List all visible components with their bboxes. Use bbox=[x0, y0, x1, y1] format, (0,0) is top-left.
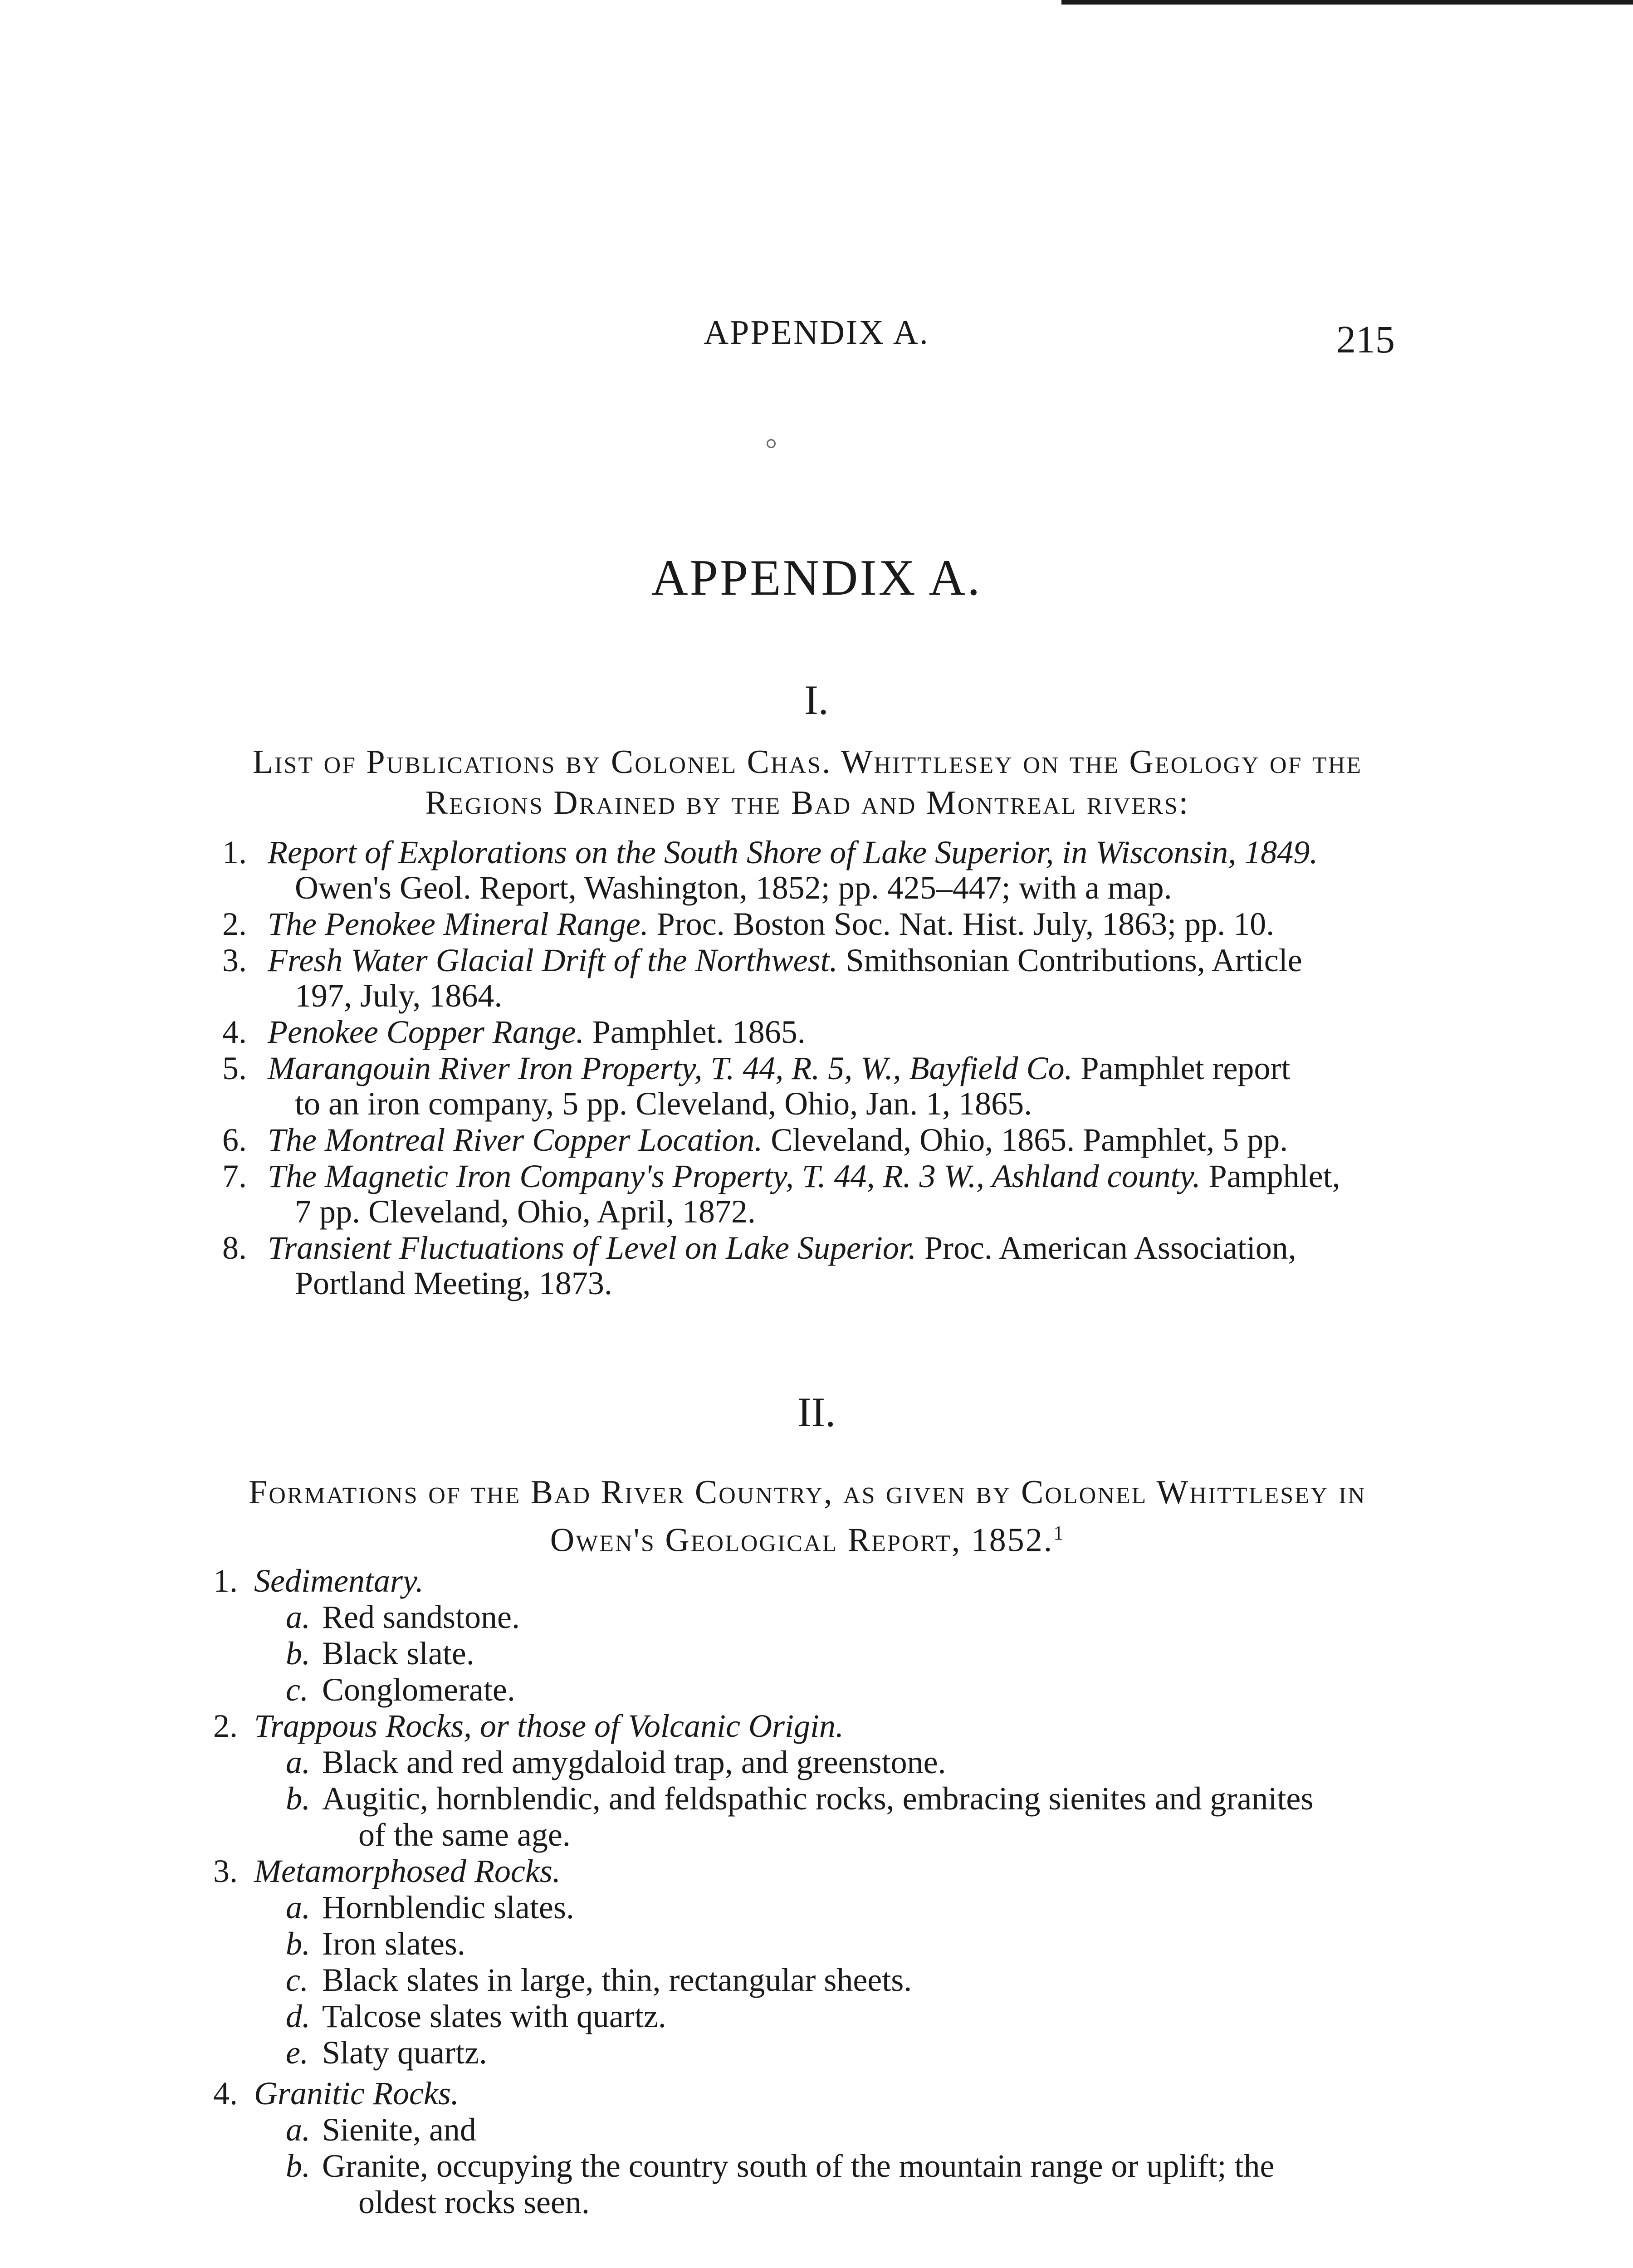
publication-title: The Penokee Mineral Range. bbox=[268, 906, 649, 942]
publication-details: Pamphlet report bbox=[1072, 1050, 1291, 1086]
category-title: Trappous Rocks, or those of Volcanic Origin. bbox=[254, 1708, 844, 1744]
publication-number: 4. bbox=[222, 1014, 247, 1050]
publication-details: Proc. American Association, bbox=[916, 1230, 1296, 1266]
publication-details-continued: 197, July, 1864. bbox=[295, 978, 503, 1014]
formation-list bbox=[213, 1563, 1397, 2220]
formation-subitem bbox=[213, 2112, 1397, 2148]
subitem-text: Red sandstone. bbox=[322, 1599, 520, 1635]
page-title: APPENDIX A. bbox=[651, 550, 982, 606]
publication-item bbox=[222, 1014, 1397, 1050]
subitem-letter: e. bbox=[286, 2034, 308, 2071]
top-edge-rule bbox=[1061, 0, 1633, 5]
subitem-text: Black slate. bbox=[322, 1635, 474, 1672]
print-speck-mark bbox=[767, 439, 776, 448]
section-1-numeral: I. bbox=[804, 677, 829, 723]
publication-number: 1. bbox=[222, 834, 247, 870]
publication-title: The Montreal River Copper Location. bbox=[268, 1122, 763, 1158]
formation-subitem bbox=[213, 2148, 1397, 2220]
publication-number: 8. bbox=[222, 1230, 247, 1266]
publication-item bbox=[222, 906, 1397, 942]
publication-details-continued: to an iron company, 5 pp. Cleveland, Ohio, Jan. 1, 1865. bbox=[295, 1085, 1032, 1122]
formation-category bbox=[213, 1853, 1397, 1889]
running-head: APPENDIX A. bbox=[704, 313, 929, 352]
publication-number: 6. bbox=[222, 1122, 247, 1158]
page-number: 215 bbox=[1336, 318, 1395, 361]
category-number: 4. bbox=[213, 2075, 238, 2112]
formation-category bbox=[213, 2075, 1397, 2112]
publication-title: Marangouin River Iron Property, T. 44, R. 5, W., Bayfield Co. bbox=[268, 1050, 1073, 1086]
section-1-heading-line-2: Regions Drained by the Bad and Montreal rivers: bbox=[425, 784, 1190, 821]
publication-item bbox=[222, 943, 1397, 1013]
publication-item bbox=[222, 1230, 1397, 1301]
publication-title: Report of Explorations on the South Shore of Lake Superior, in Wisconsin, 1849. bbox=[268, 834, 1318, 870]
section-2-heading-line-1: Formations of the Bad River Country, as given by Colonel Whittlesey in bbox=[249, 1474, 1366, 1511]
subitem-text: Granite, occupying the country south of the mountain range or uplift; the bbox=[322, 2148, 1275, 2184]
subitem-letter: c. bbox=[286, 1962, 308, 1998]
formation-subitem bbox=[213, 1599, 1397, 1635]
subitem-letter: b. bbox=[286, 1780, 310, 1817]
subitem-text: Augitic, hornblendic, and feldspathic rocks, embracing sienites and granites bbox=[322, 1780, 1314, 1817]
formation-subitem bbox=[213, 1998, 1397, 2034]
publication-number: 2. bbox=[222, 906, 247, 942]
category-number: 1. bbox=[213, 1563, 238, 1599]
publication-title: Fresh Water Glacial Drift of the Northwest. bbox=[268, 942, 838, 978]
subitem-letter: a. bbox=[286, 1599, 310, 1635]
publication-item bbox=[222, 1051, 1397, 1121]
subitem-text-continued: oldest rocks seen. bbox=[358, 2184, 590, 2220]
subitem-text: Iron slates. bbox=[322, 1926, 465, 1962]
section-1-heading-line-1: List of Publications by Colonel Chas. Whittlesey on the Geology of the bbox=[252, 743, 1363, 781]
publication-title: Penokee Copper Range. bbox=[268, 1014, 584, 1050]
subitem-text: Black and red amygdaloid trap, and greenstone. bbox=[322, 1744, 946, 1780]
subitem-text: Black slates in large, thin, rectangular sheets. bbox=[322, 1962, 912, 1998]
publication-details: Proc. Boston Soc. Nat. Hist. July, 1863; pp. 10. bbox=[648, 906, 1275, 942]
category-title: Metamorphosed Rocks. bbox=[254, 1853, 561, 1889]
publication-title: The Magnetic Iron Company's Property, T. 44, R. 3 W., Ashland county. bbox=[268, 1158, 1201, 1194]
subitem-text-continued: of the same age. bbox=[358, 1817, 571, 1853]
formation-subitem bbox=[213, 1744, 1397, 1780]
subitem-letter: b. bbox=[286, 2148, 310, 2184]
formation-subitem bbox=[213, 1926, 1397, 1962]
publication-details: Pamphlet. 1865. bbox=[584, 1014, 806, 1050]
publication-number: 3. bbox=[222, 942, 247, 978]
publication-number: 5. bbox=[222, 1050, 247, 1086]
category-number: 3. bbox=[213, 1853, 238, 1889]
formation-subitem bbox=[213, 1780, 1397, 1853]
publication-number: 7. bbox=[222, 1158, 247, 1194]
category-title: Granitic Rocks. bbox=[254, 2075, 459, 2112]
section-2-heading-line-2: Owen's Geological Report, 1852. bbox=[550, 1521, 1054, 1559]
publication-details-continued: Portland Meeting, 1873. bbox=[295, 1265, 612, 1301]
formation-subitem bbox=[213, 1672, 1397, 1708]
section-1-heading bbox=[213, 742, 1402, 823]
category-title: Sedimentary. bbox=[254, 1563, 424, 1599]
subitem-letter: a. bbox=[286, 1744, 310, 1780]
subitem-letter: a. bbox=[286, 1889, 310, 1926]
subitem-letter: b. bbox=[286, 1926, 310, 1962]
category-number: 2. bbox=[213, 1708, 238, 1744]
publication-details: Pamphlet, bbox=[1200, 1158, 1340, 1194]
subitem-text: Slaty quartz. bbox=[322, 2034, 487, 2071]
publication-details-continued: 7 pp. Cleveland, Ohio, April, 1872. bbox=[295, 1193, 756, 1230]
publication-item bbox=[222, 1158, 1397, 1229]
formation-subitem bbox=[213, 1889, 1397, 1926]
subitem-text: Hornblendic slates. bbox=[322, 1889, 574, 1926]
subitem-text: Sienite, and bbox=[322, 2112, 476, 2148]
subitem-letter: a. bbox=[286, 2112, 310, 2148]
subitem-text: Talcose slates with quartz. bbox=[322, 1998, 666, 2034]
formation-subitem bbox=[213, 1635, 1397, 1672]
subitem-letter: d. bbox=[286, 1998, 310, 2034]
subitem-letter: c. bbox=[286, 1672, 308, 1708]
publication-details: Smithsonian Contributions, Article bbox=[837, 942, 1302, 978]
publication-title: Transient Fluctuations of Level on Lake Superior. bbox=[268, 1230, 916, 1266]
subitem-text: Conglomerate. bbox=[322, 1672, 515, 1708]
publication-list bbox=[222, 835, 1397, 1302]
section-2-numeral: II. bbox=[797, 1389, 836, 1435]
publication-details-continued: Owen's Geol. Report, Washington, 1852; pp. 425–447; with a map. bbox=[295, 870, 1172, 906]
formation-category bbox=[213, 1708, 1397, 1744]
publication-details: Cleveland, Ohio, 1865. Pamphlet, 5 pp. bbox=[763, 1122, 1288, 1158]
publication-item bbox=[222, 835, 1397, 905]
formation-subitem bbox=[213, 2034, 1397, 2071]
section-2-heading bbox=[213, 1472, 1402, 1561]
footnote-reference[interactable]: 1 bbox=[1053, 1522, 1065, 1544]
formation-subitem bbox=[213, 1962, 1397, 1998]
formation-category bbox=[213, 1563, 1397, 1599]
publication-item bbox=[222, 1122, 1397, 1158]
subitem-letter: b. bbox=[286, 1635, 310, 1672]
